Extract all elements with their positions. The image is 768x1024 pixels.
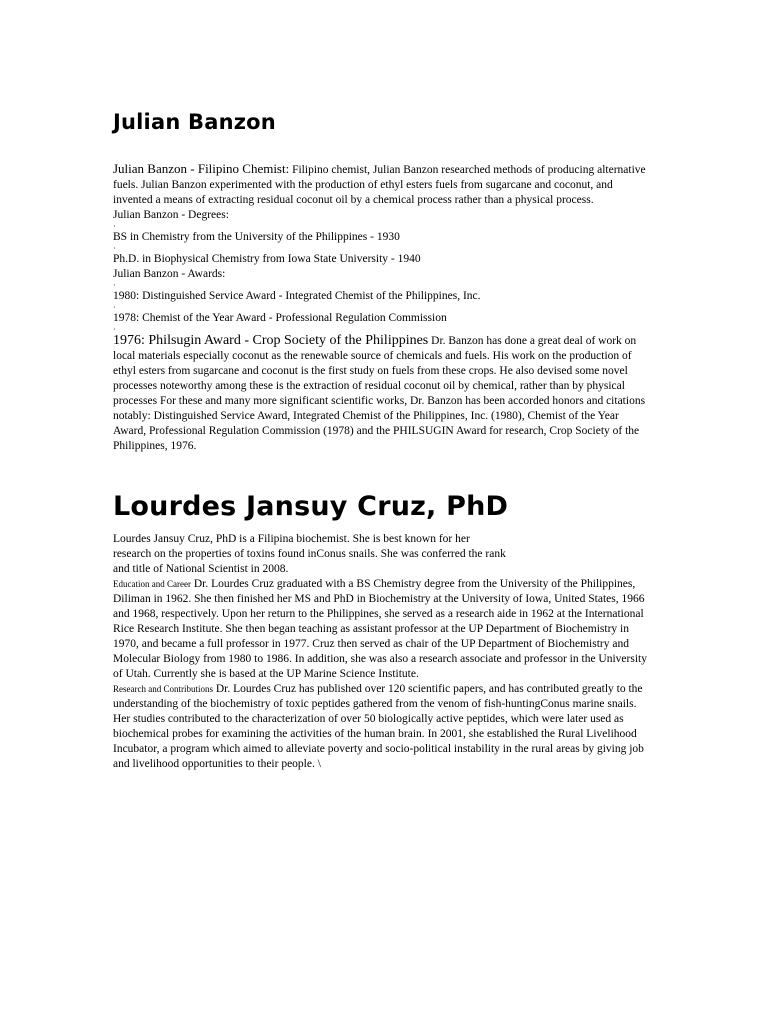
cruz-intro-line-2: research on the properties of toxins found inConus snails. She was conferred the rank [113,547,506,560]
julian-intro-paragraph [113,161,653,208]
cruz-education-text: Dr. Lourdes Cruz graduated with a BS Chemistry degree from the University of the Philippines, Diliman in 1962. She then finished her MS and PhD in Biochemistry at the University of Iowa, United States, 1966 and 1968, respectively. Upon her return to the Philippines, she served as a research aide in 1962 at the International Rice Research Institute. She then began teaching as assistant professor at the UP Department of Biochemistry in 1970, and became a full professor in 1977. Cruz then served as chair of the UP Department of Biochemistry and Molecular Biology from 1980 to 1986. In addition, she was also a research associate and professor in the University of Utah. Currently she is based at the UP Marine Science Institute. [113,577,647,680]
julian-intro-label: Julian Banzon - Filipino Chemist: [113,161,290,177]
lourdes-cruz-heading: Lourdes Jansuy Cruz, PhD [113,491,509,523]
julian-award-3-paragraph [113,333,653,454]
julian-degree-1: BS in Chemistry from the University of the Philippines - 1930 [113,231,400,244]
cruz-intro-line-1: Lourdes Jansuy Cruz, PhD is a Filipina biochemist. She is best known for her [113,532,470,545]
julian-award-3: 1976: Philsugin Award - Crop Society of the Philippines [113,333,429,349]
cruz-research-text-1: Dr. Lourdes Cruz has published over 120 scientific papers, and has contributed greatly to the understanding of the biochemistry of toxic peptides gathered from the venom of fish-huntingConus marine snails. Her studies contributed to the characterization of over 50 biologically active peptides, which were later used as biochemical probes for examining the activities of the human brain. [113,682,643,740]
julian-award-2: 1978: Chemist of the Year Award - Professional Regulation Commission [113,312,447,325]
cruz-intro-block [113,532,653,577]
document-content [113,111,653,772]
cruz-intro-line-3: and title of National Scientist in 2008. [113,562,289,575]
bullet-marker: · [113,222,116,232]
bullet-marker: · [113,325,116,335]
cruz-education-label: Education and Career [113,578,191,589]
julian-award-1: 1980: Distinguished Service Award - Integrated Chemist of the Philippines, Inc. [113,290,481,303]
bullet-marker: · [113,303,116,313]
cruz-research-paragraph [113,682,653,772]
julian-degrees-label: Julian Banzon - Degrees: [113,209,229,222]
julian-awards-label: Julian Banzon - Awards: [113,268,226,281]
julian-intro-text: Filipino chemist, Julian Banzon researched methods of producing alternative fuels. Julian Banzon experimented with the production of ethyl esters fuels from sugarcane and coconut, and invented a means of extracting residual coconut oil by a chemical process rather than a physical process. [113,164,646,207]
cruz-education-paragraph [113,577,653,682]
julian-closing-text: Dr. Banzon has done a great deal of work on local materials especially coconut as the renewable source of chemicals and fuels. His work on the production of ethyl esters from sugarcane and coconut is the first study on fuels from these crops. He also devised some novel processes noteworthy among these is the extraction of residual coconut oil by chemical, rather than by physical processes For these and many more significant scientific works, Dr. Banzon has been accorded honors and citations notably: Distinguished Service Award, Integrated Chemist of the Philippines, Inc. (1980), Chemist of the Year Award, Professional Regulation Commission (1978) and the PHILSUGIN Award for research, Crop Society of the Philippines, 1976. [113,335,646,453]
julian-banzon-heading: Julian Banzon [113,110,276,134]
cruz-research-label: Research and Contributions [113,683,213,694]
bullet-marker: · [113,281,116,291]
bullet-marker: · [113,244,116,254]
cruz-research-text-2: In 2001, she established the Rural Livelihood Incubator, a program which aimed to alleviate poverty and socio-political instability in the rural areas by giving job and livelihood opportunities to their people. \ [113,727,644,770]
julian-degree-2: Ph.D. in Biophysical Chemistry from Iowa State University - 1940 [113,253,421,266]
